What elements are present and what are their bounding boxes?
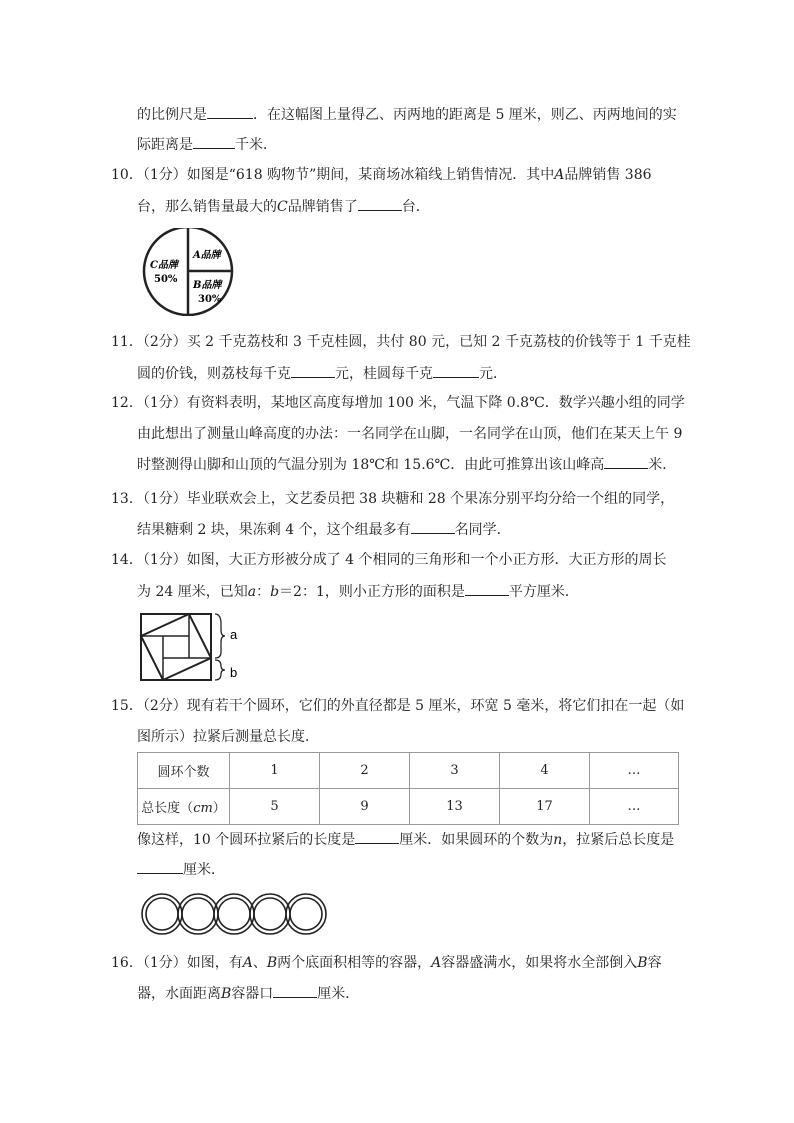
q15-text: 厘米． [183, 862, 225, 878]
answer-blank[interactable] [433, 363, 479, 378]
table-cell: 17 [500, 789, 590, 825]
table-cell: 2 [320, 753, 410, 789]
q14-line2 [137, 581, 579, 602]
q13-text: 毕业联欢会上，文艺委员把 38 块糖和 28 个果冻分别平均分给一个组的同学， [186, 491, 675, 507]
unit-cm: cm [193, 801, 213, 816]
ring-outer [286, 894, 326, 934]
q12-line1 [111, 393, 685, 413]
table-cell: 3 [410, 753, 500, 789]
answer-blank[interactable] [604, 454, 648, 469]
answer-blank[interactable] [358, 196, 402, 211]
q10-line1 [111, 165, 652, 185]
q15-text: 图所示）拉紧后测量总长度． [137, 729, 319, 745]
table-header-cell [138, 789, 230, 825]
q11-text: 元． [479, 366, 507, 382]
table-cell: … [590, 753, 679, 789]
q12-line2 [137, 424, 682, 444]
var-n: n [553, 832, 563, 848]
var-b: b [270, 584, 280, 600]
q15-text: 像这样，10 个圆环拉紧后的长度是 [137, 832, 356, 848]
square-figure [138, 610, 248, 684]
answer-blank[interactable] [273, 983, 317, 998]
q9-text: 际距离是 [137, 137, 193, 153]
q16-text: 如图，有 [186, 955, 243, 971]
q10-text: 台，那么销售量最大的 [137, 199, 277, 215]
table-cell: 9 [320, 789, 410, 825]
brace-a [215, 614, 225, 658]
q16-text: 容 [647, 955, 662, 971]
pie-label-b: B品牌 [193, 280, 222, 291]
q11-text: 元，桂圆每千克 [335, 366, 433, 382]
var-c: C [277, 199, 288, 215]
answer-blank[interactable] [355, 829, 399, 844]
rings-figure [140, 891, 330, 937]
question-number: 11．（2分） [111, 334, 187, 350]
inner-tilted-square [141, 614, 211, 680]
q12-text: 米． [648, 457, 677, 473]
label-b: b [230, 665, 238, 680]
q15-line4 [137, 859, 225, 880]
q12-text: 有资料表明，某地区高度每增加 100 米，气温下降 0.8℃．数学兴趣小组的同学 [186, 395, 685, 411]
q16-text: 厘米． [317, 986, 360, 1002]
question-number: 13．（1分） [111, 491, 187, 507]
q15-text: ，拉紧后总长度是 [562, 832, 675, 848]
pie-pct-b: 30% [198, 294, 222, 305]
q14-line1 [111, 550, 667, 570]
pie-label-a: A品牌 [193, 250, 221, 261]
ring-inner [218, 898, 250, 930]
ring-outer [178, 894, 218, 934]
var-a: A [554, 167, 565, 183]
ring-inner [146, 898, 178, 930]
var-b: B [221, 986, 232, 1002]
q15-line3 [137, 829, 674, 850]
table-cell: 1 [230, 753, 320, 789]
question-number: 10．（1分） [111, 167, 187, 183]
pie-label-c: C品牌 [150, 260, 178, 271]
q15-text: 厘米．如果圆环的个数为 [399, 832, 554, 848]
var-b: B [266, 955, 278, 971]
answer-blank[interactable] [137, 859, 183, 874]
q9-text: ．在这幅图上量得乙、丙两地的距离是 5 厘米，则乙、丙两地间的实 [253, 107, 677, 123]
ring-inner [290, 898, 322, 930]
q9-text: 的比例尺是 [137, 107, 207, 123]
table-header-cell: 圆环个数 [138, 753, 230, 789]
q15-line1 [111, 696, 684, 716]
question-number: 15．（2分） [111, 698, 187, 714]
q11-text: 买 2 千克荔枝和 3 千克桂圆，共付 80 元，已知 2 千克荔枝的价钱等于 1 千克桂 [186, 334, 691, 350]
outer-square [141, 614, 211, 680]
q12-line3 [137, 454, 676, 475]
pie-pct-c: 50% [154, 274, 178, 285]
question-number: 12．（1分） [111, 395, 187, 411]
q14-text: ＝2：1，则小正方形的面积是 [279, 584, 465, 600]
var-a: A [242, 955, 253, 971]
answer-blank[interactable] [193, 134, 235, 149]
answer-blank[interactable] [411, 519, 455, 534]
q11-line1 [111, 332, 691, 352]
q15-line2 [137, 727, 319, 747]
q13-text: 名同学． [454, 522, 511, 538]
answer-blank[interactable] [207, 104, 253, 119]
q12-text: 时整测得山脚和山顶的气温分别为 18℃和 15.6℃．由此可推算出该山峰高 [137, 457, 605, 473]
q12-text: 由此想出了测量山峰高度的办法：一名同学在山脚，一名同学在山顶，他们在某天上午 9 [137, 426, 683, 442]
q16-line1 [111, 953, 662, 973]
q10-text: 品牌销售了 [287, 199, 358, 215]
pie-chart-figure [140, 228, 238, 316]
table-cell: 4 [500, 753, 590, 789]
q16-text: 器，水面距离 [137, 986, 221, 1002]
cell-text: ） [212, 801, 226, 816]
q16-line2 [137, 983, 359, 1004]
q9-text: 千米． [235, 137, 277, 153]
q11-line2 [137, 363, 507, 384]
q13-line2 [137, 519, 511, 540]
q10-line2 [137, 196, 430, 217]
q16-text: 两个底面积相等的容器， [277, 955, 432, 971]
table-cell: 13 [410, 789, 500, 825]
q16-text: 、 [252, 955, 267, 971]
ring-outer [250, 894, 290, 934]
var-b: B [637, 955, 648, 971]
var-a: a [247, 584, 257, 600]
answer-blank[interactable] [465, 581, 509, 596]
q10-text: 台． [401, 199, 430, 215]
q9-line2 [137, 134, 277, 155]
table-row [138, 753, 679, 789]
q14-text: 如图，大正方形被分成了 4 个相同的三角形和一个小正方形．大正方形的周长 [186, 552, 667, 568]
ring-length-table [137, 752, 679, 825]
label-a: a [230, 627, 238, 642]
q11-text: 圆的价钱，则荔枝每千克 [137, 366, 291, 382]
ring-outer [142, 894, 182, 934]
var-a: A [431, 955, 442, 971]
q13-line1 [111, 489, 674, 509]
q14-text: 为 24 厘米，已知 [137, 584, 248, 600]
ring-inner [182, 898, 214, 930]
q10-text: 品牌销售 386 [564, 167, 652, 183]
q14-text: ： [256, 584, 271, 600]
ring-inner [254, 898, 286, 930]
table-cell: … [590, 789, 679, 825]
q10-text: 如图是“618 购物节”期间，某商场冰箱线上销售情况．其中 [186, 167, 555, 183]
table-cell: 5 [230, 789, 320, 825]
q15-text: 现有若干个圆环，它们的外直径都是 5 厘米，环宽 5 毫米，将它们扣在一起（如 [186, 698, 685, 714]
q9-line1 [137, 104, 677, 125]
question-number: 16．（1分） [111, 955, 187, 971]
answer-blank[interactable] [291, 363, 335, 378]
ring-outer [214, 894, 254, 934]
q16-text: 容器口 [231, 986, 274, 1002]
cell-text: 总长度（ [141, 801, 194, 816]
q16-text: 容器盛满水，如果将水全部倒入 [441, 955, 638, 971]
table-row [138, 789, 679, 825]
q14-text: 平方厘米． [508, 584, 579, 600]
question-number: 14．（1分） [111, 552, 187, 568]
brace-b [215, 660, 225, 680]
q13-text: 结果糖剩 2 块，果冻剩 4 个，这个组最多有 [137, 522, 411, 538]
